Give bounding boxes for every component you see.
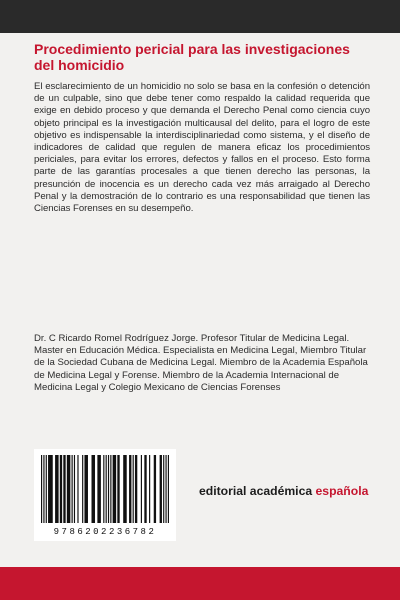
publisher-logo xyxy=(199,484,368,498)
bottom-color-band xyxy=(0,567,400,600)
publisher-name-accent: española xyxy=(315,484,369,498)
book-synopsis: El esclarecimiento de un homicidio no solo se basa en la confesión o detención de un culpable, sino que debe tener como respaldo la calidad requerida que exige en debido proceso y que demanda el Derecho Penal como ciencia cuyo objeto principal es la investigación multicausal del delito, para el logro de este objetivo es indispensable la interdisciplinariedad como sistema, y el diseño de indicadores de calidad que regulen de manera eficaz los procedimientos periciales, para evitar los errores, defectos y fallos en el proceso. Esto forma parte de las garantías procesales a que tienen derecho las personas, la presunción de inocencia es un derecho cada vez más arraigado al Derecho Penal y la demostración de lo contrario es una responsabilidad que tienen las Ciencias Forenses en su desempeño. xyxy=(34,81,370,215)
isbn-barcode xyxy=(34,449,176,541)
publisher-name: editorial académica xyxy=(199,484,313,498)
author-biography: Dr. C Ricardo Romel Rodríguez Jorge. Profesor Titular de Medicina Legal. Master en Educación Médica. Especialista en Medicina Legal, Miembro Titular de la Sociedad Cubana de Medicina Legal. Miembro de la Academia Española de Medicina Legal y Forense. Miembro de la Academia Internacional de Medicina Legal y Colegio Mexicano de Ciencias Forenses xyxy=(34,333,368,393)
back-cover-text-block xyxy=(34,41,370,215)
barcode-bars xyxy=(41,455,169,523)
book-title: Procedimiento pericial para las investigaciones del homicidio xyxy=(34,41,350,73)
top-color-band xyxy=(0,0,400,33)
isbn-digits: 9786202236782 xyxy=(53,527,157,537)
